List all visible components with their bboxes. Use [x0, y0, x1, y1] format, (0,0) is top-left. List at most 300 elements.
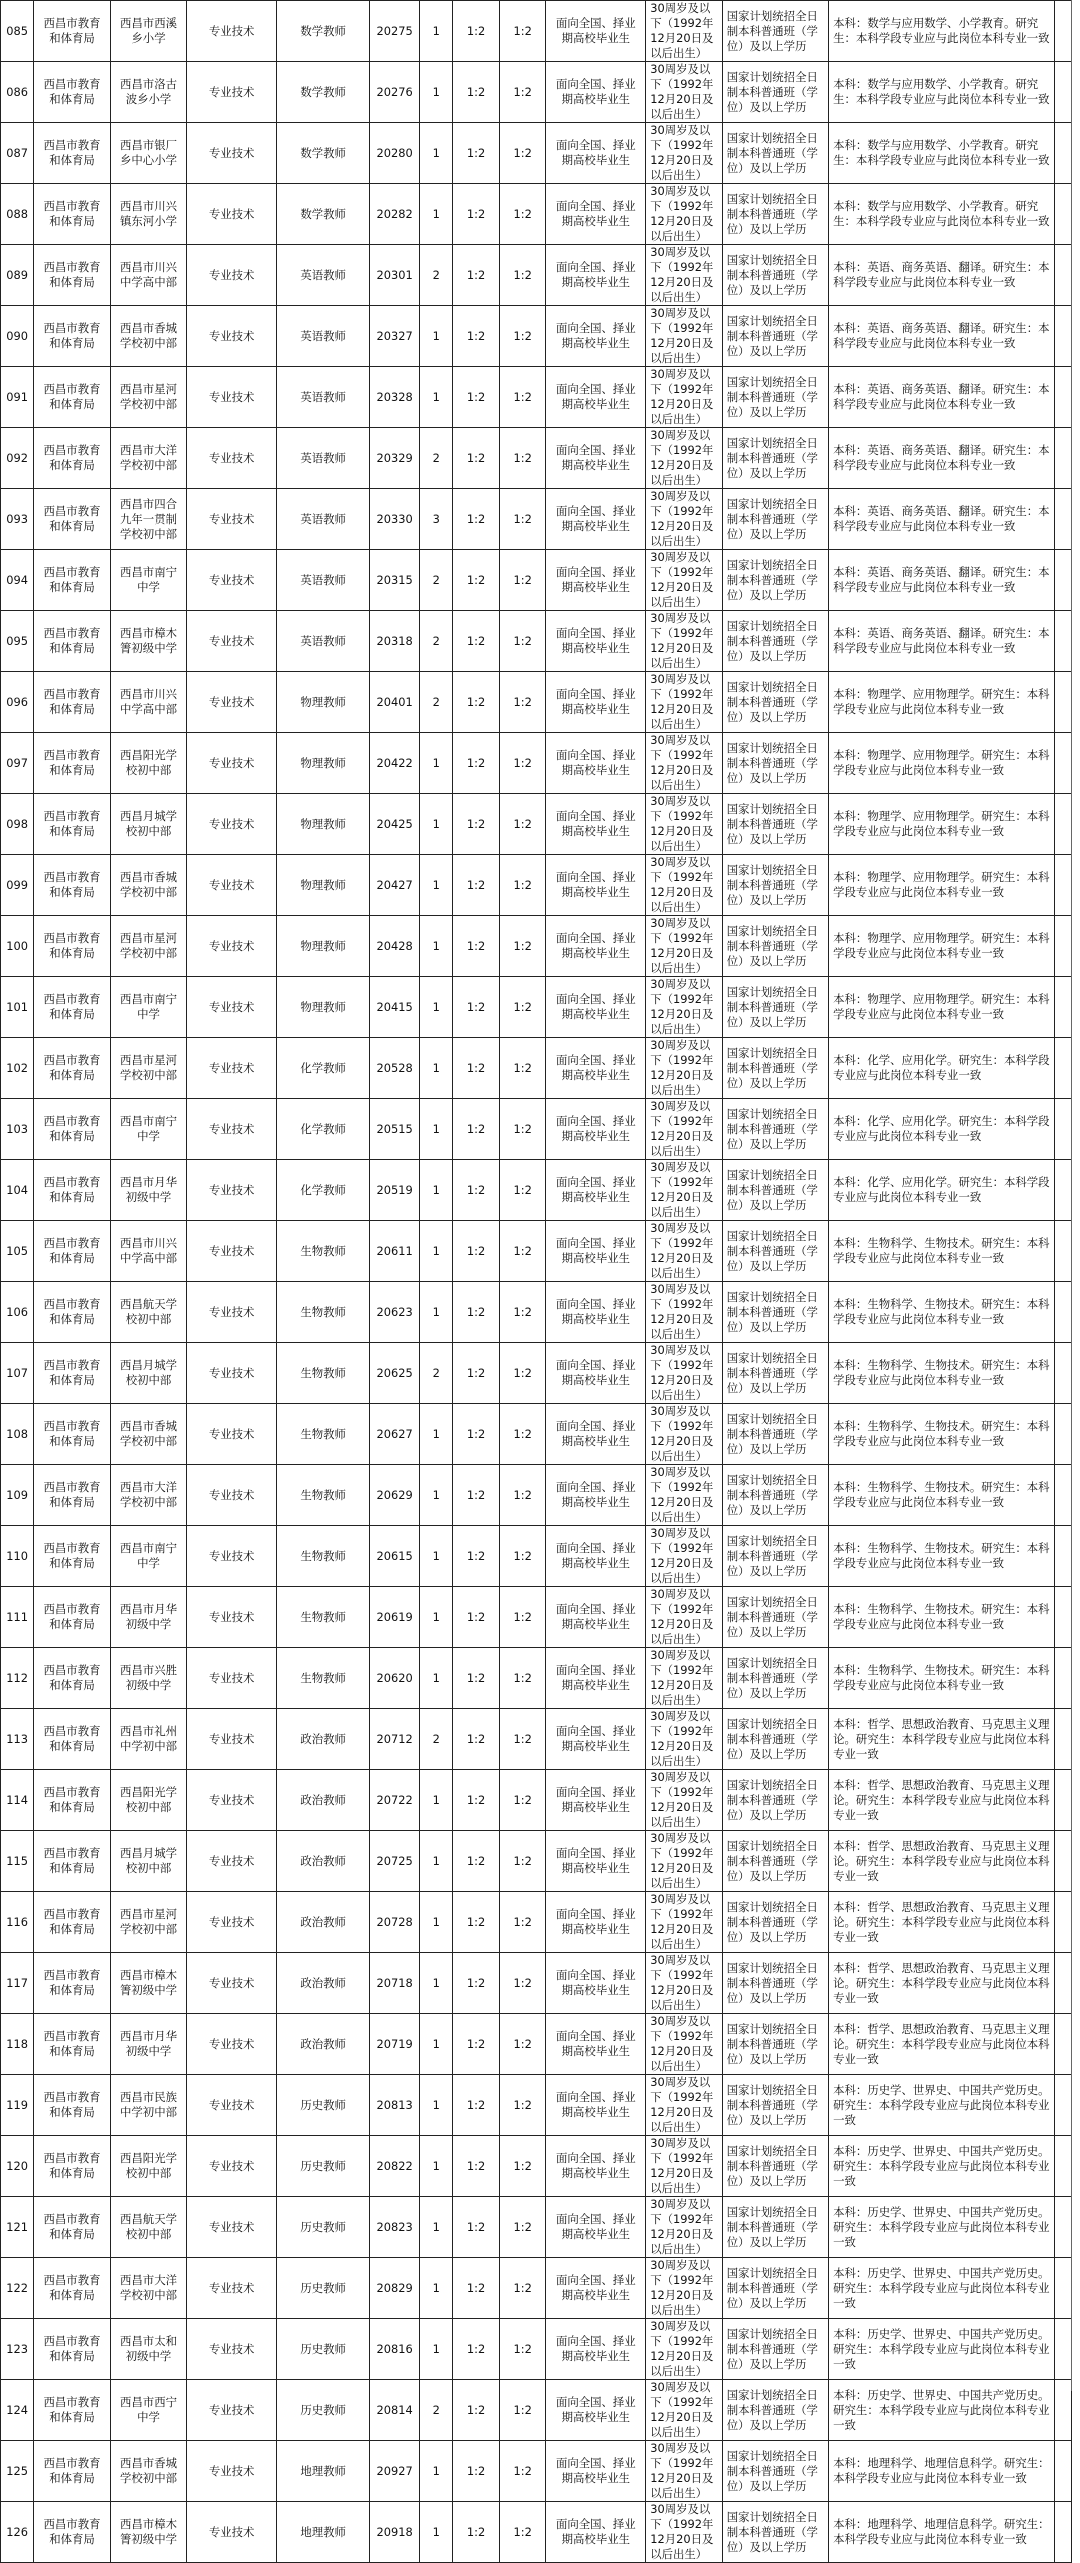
recruit-scope-cell: 面向全国、择业期高校毕业生 [546, 611, 646, 672]
ratio-cell: 1:2 [499, 1160, 546, 1221]
age-requirement-cell [646, 2319, 723, 2380]
major-requirement-cell: 本科：物理学、应用物理学。研究生：本科学段专业应与此岗位本科专业一致 [829, 733, 1055, 794]
ratio-cell: 1:2 [453, 184, 500, 245]
row-number-cell: 094 [1, 550, 34, 611]
major-requirement-cell: 本科：历史学、世界史、中国共产党历史。研究生：本科学段专业应与此岗位本科专业一致 [829, 2075, 1055, 2136]
ratio-cell: 1:2 [499, 1038, 546, 1099]
ratio-cell: 1:2 [499, 367, 546, 428]
unit-cell: 西昌市兴胜初级中学 [110, 1648, 187, 1709]
department-cell: 西昌市教育和体育局 [34, 1343, 111, 1404]
margin-cell [1055, 2197, 1072, 2258]
ratio-cell: 1:2 [453, 1160, 500, 1221]
ratio-cell: 1:2 [453, 1099, 500, 1160]
education-requirement-cell: 国家计划统招全日制本科普通班（学位）及以上学历 [722, 672, 828, 733]
department-cell: 西昌市教育和体育局 [34, 2197, 111, 2258]
major-requirement-cell: 本科：历史学、世界史、中国共产党历史。研究生：本科学段专业应与此岗位本科专业一致 [829, 2319, 1055, 2380]
unit-cell: 西昌市月华初级中学 [110, 1587, 187, 1648]
recruit-scope-cell: 面向全国、择业期高校毕业生 [546, 794, 646, 855]
ratio-cell: 1:2 [499, 123, 546, 184]
position-name-cell: 历史教师 [277, 2380, 370, 2441]
position-name-cell: 生物教师 [277, 1404, 370, 1465]
position-name-cell: 生物教师 [277, 1221, 370, 1282]
unit-cell: 西昌市南宁中学 [110, 1099, 187, 1160]
headcount-cell: 1 [420, 855, 453, 916]
ratio-cell: 1:2 [499, 184, 546, 245]
age-requirement-cell [646, 1587, 723, 1648]
department-cell: 西昌市教育和体育局 [34, 2075, 111, 2136]
recruit-scope-cell: 面向全国、择业期高校毕业生 [546, 367, 646, 428]
position-code-cell: 20627 [370, 1404, 420, 1465]
unit-cell: 西昌市太和初级中学 [110, 2319, 187, 2380]
margin-cell [1055, 1465, 1072, 1526]
unit-cell: 西昌市樟木箐初级中学 [110, 611, 187, 672]
age-requirement-cell [646, 977, 723, 1038]
position-type-cell: 专业技术 [187, 1526, 277, 1587]
recruit-scope-cell: 面向全国、择业期高校毕业生 [546, 977, 646, 1038]
ratio-cell: 1:2 [499, 1282, 546, 1343]
education-requirement-cell: 国家计划统招全日制本科普通班（学位）及以上学历 [722, 2197, 828, 2258]
recruit-scope-cell: 面向全国、择业期高校毕业生 [546, 1099, 646, 1160]
position-name-cell: 地理教师 [277, 2441, 370, 2502]
department-cell: 西昌市教育和体育局 [34, 2014, 111, 2075]
department-cell: 西昌市教育和体育局 [34, 489, 111, 550]
ratio-cell: 1:2 [499, 2258, 546, 2319]
department-cell: 西昌市教育和体育局 [34, 1526, 111, 1587]
position-name-cell: 地理教师 [277, 2502, 370, 2563]
age-requirement-text: 30周岁及以下（1992年12月20日及以后出生） [650, 123, 714, 182]
unit-cell: 西昌航天学校初中部 [110, 1282, 187, 1343]
headcount-cell: 1 [420, 1526, 453, 1587]
margin-cell [1055, 1404, 1072, 1465]
ratio-cell: 1:2 [499, 1831, 546, 1892]
education-requirement-cell: 国家计划统招全日制本科普通班（学位）及以上学历 [722, 1160, 828, 1221]
unit-cell: 西昌市樟木箐初级中学 [110, 2502, 187, 2563]
margin-cell [1055, 1099, 1072, 1160]
position-name-cell: 化学教师 [277, 1160, 370, 1221]
age-requirement-cell [646, 672, 723, 733]
row-number-cell: 098 [1, 794, 34, 855]
row-number-cell: 123 [1, 2319, 34, 2380]
education-requirement-cell: 国家计划统招全日制本科普通班（学位）及以上学历 [722, 62, 828, 123]
position-name-cell: 历史教师 [277, 2258, 370, 2319]
ratio-cell: 1:2 [453, 2197, 500, 2258]
margin-cell [1055, 245, 1072, 306]
headcount-cell: 1 [420, 2502, 453, 2563]
ratio-cell: 1:2 [499, 611, 546, 672]
major-requirement-cell: 本科：化学、应用化学。研究生：本科学段专业应与此岗位本科专业一致 [829, 1038, 1055, 1099]
row-number-cell: 085 [1, 1, 34, 62]
ratio-cell: 1:2 [453, 1221, 500, 1282]
ratio-cell: 1:2 [499, 2197, 546, 2258]
age-requirement-cell [646, 1160, 723, 1221]
ratio-cell: 1:2 [499, 855, 546, 916]
position-code-cell: 20415 [370, 977, 420, 1038]
table-row [1, 184, 1072, 245]
position-name-cell: 物理教师 [277, 855, 370, 916]
recruit-scope-cell: 面向全国、择业期高校毕业生 [546, 2075, 646, 2136]
row-number-cell: 106 [1, 1282, 34, 1343]
age-requirement-text: 30周岁及以下（1992年12月20日及以后出生） [650, 2075, 714, 2134]
row-number-cell: 089 [1, 245, 34, 306]
unit-cell: 西昌月城学校初中部 [110, 1831, 187, 1892]
unit-cell: 西昌市民族中学初中部 [110, 2075, 187, 2136]
department-cell: 西昌市教育和体育局 [34, 2380, 111, 2441]
row-number-cell: 109 [1, 1465, 34, 1526]
major-requirement-cell: 本科：英语、商务英语、翻译。研究生：本科学段专业应与此岗位本科专业一致 [829, 550, 1055, 611]
age-requirement-cell [646, 1526, 723, 1587]
recruit-scope-cell: 面向全国、择业期高校毕业生 [546, 306, 646, 367]
department-cell: 西昌市教育和体育局 [34, 916, 111, 977]
ratio-cell: 1:2 [453, 1343, 500, 1404]
ratio-cell: 1:2 [499, 1404, 546, 1465]
ratio-cell: 1:2 [453, 123, 500, 184]
position-type-cell: 专业技术 [187, 1648, 277, 1709]
position-name-cell: 生物教师 [277, 1526, 370, 1587]
recruit-scope-cell: 面向全国、择业期高校毕业生 [546, 2319, 646, 2380]
position-name-cell: 政治教师 [277, 2014, 370, 2075]
position-name-cell: 生物教师 [277, 1282, 370, 1343]
recruit-scope-cell: 面向全国、择业期高校毕业生 [546, 1465, 646, 1526]
margin-cell [1055, 1770, 1072, 1831]
major-requirement-cell: 本科：哲学、思想政治教育、马克思主义理论。研究生：本科学段专业应与此岗位本科专业一致 [829, 1892, 1055, 1953]
department-cell: 西昌市教育和体育局 [34, 1099, 111, 1160]
recruit-scope-cell: 面向全国、择业期高校毕业生 [546, 2014, 646, 2075]
age-requirement-cell [646, 2075, 723, 2136]
position-name-cell: 政治教师 [277, 1831, 370, 1892]
education-requirement-cell: 国家计划统招全日制本科普通班（学位）及以上学历 [722, 306, 828, 367]
department-cell: 西昌市教育和体育局 [34, 1953, 111, 2014]
department-cell: 西昌市教育和体育局 [34, 1038, 111, 1099]
position-type-cell: 专业技术 [187, 550, 277, 611]
margin-cell [1055, 550, 1072, 611]
education-requirement-cell: 国家计划统招全日制本科普通班（学位）及以上学历 [722, 733, 828, 794]
ratio-cell: 1:2 [453, 62, 500, 123]
recruit-scope-cell: 面向全国、择业期高校毕业生 [546, 428, 646, 489]
education-requirement-cell: 国家计划统招全日制本科普通班（学位）及以上学历 [722, 1709, 828, 1770]
major-requirement-cell: 本科：生物科学、生物技术。研究生：本科学段专业应与此岗位本科专业一致 [829, 1404, 1055, 1465]
position-code-cell: 20918 [370, 2502, 420, 2563]
position-type-cell: 专业技术 [187, 2014, 277, 2075]
ratio-cell: 1:2 [499, 1953, 546, 2014]
row-number-cell: 086 [1, 62, 34, 123]
education-requirement-cell: 国家计划统招全日制本科普通班（学位）及以上学历 [722, 428, 828, 489]
position-type-cell: 专业技术 [187, 2319, 277, 2380]
ratio-cell: 1:2 [453, 367, 500, 428]
margin-cell [1055, 1831, 1072, 1892]
education-requirement-cell: 国家计划统招全日制本科普通班（学位）及以上学历 [722, 2502, 828, 2563]
row-number-cell: 095 [1, 611, 34, 672]
recruit-scope-cell: 面向全国、择业期高校毕业生 [546, 1526, 646, 1587]
row-number-cell: 099 [1, 855, 34, 916]
position-name-cell: 英语教师 [277, 428, 370, 489]
age-requirement-text: 30周岁及以下（1992年12月20日及以后出生） [650, 1465, 714, 1524]
table-row [1, 2197, 1072, 2258]
margin-cell [1055, 1038, 1072, 1099]
age-requirement-text: 30周岁及以下（1992年12月20日及以后出生） [650, 1160, 714, 1219]
department-cell: 西昌市教育和体育局 [34, 306, 111, 367]
major-requirement-cell: 本科：化学、应用化学。研究生：本科学段专业应与此岗位本科专业一致 [829, 1099, 1055, 1160]
table-row [1, 1892, 1072, 1953]
table-row [1, 123, 1072, 184]
headcount-cell: 1 [420, 1404, 453, 1465]
headcount-cell: 2 [420, 672, 453, 733]
major-requirement-cell: 本科：英语、商务英语、翻译。研究生：本科学段专业应与此岗位本科专业一致 [829, 428, 1055, 489]
ratio-cell: 1:2 [499, 2319, 546, 2380]
position-name-cell: 数学教师 [277, 1, 370, 62]
education-requirement-cell: 国家计划统招全日制本科普通班（学位）及以上学历 [722, 1953, 828, 2014]
unit-cell: 西昌市川兴中学高中部 [110, 1221, 187, 1282]
row-number-cell: 093 [1, 489, 34, 550]
margin-cell [1055, 2136, 1072, 2197]
position-type-cell: 专业技术 [187, 672, 277, 733]
recruit-scope-cell: 面向全国、择业期高校毕业生 [546, 733, 646, 794]
unit-cell: 西昌阳光学校初中部 [110, 733, 187, 794]
age-requirement-cell [646, 2136, 723, 2197]
margin-cell [1055, 1709, 1072, 1770]
unit-cell: 西昌市洛古波乡小学 [110, 62, 187, 123]
row-number-cell: 112 [1, 1648, 34, 1709]
headcount-cell: 1 [420, 916, 453, 977]
ratio-cell: 1:2 [499, 1343, 546, 1404]
headcount-cell: 2 [420, 611, 453, 672]
ratio-cell: 1:2 [453, 1404, 500, 1465]
unit-cell: 西昌月城学校初中部 [110, 794, 187, 855]
age-requirement-cell [646, 1709, 723, 1770]
education-requirement-cell: 国家计划统招全日制本科普通班（学位）及以上学历 [722, 1221, 828, 1282]
table-row [1, 1831, 1072, 1892]
position-name-cell: 物理教师 [277, 672, 370, 733]
row-number-cell: 118 [1, 2014, 34, 2075]
table-row [1, 1404, 1072, 1465]
department-cell: 西昌市教育和体育局 [34, 123, 111, 184]
major-requirement-cell: 本科：英语、商务英语、翻译。研究生：本科学段专业应与此岗位本科专业一致 [829, 611, 1055, 672]
position-name-cell: 历史教师 [277, 2136, 370, 2197]
position-name-cell: 英语教师 [277, 245, 370, 306]
major-requirement-cell: 本科：生物科学、生物技术。研究生：本科学段专业应与此岗位本科专业一致 [829, 1526, 1055, 1587]
row-number-cell: 102 [1, 1038, 34, 1099]
table-row [1, 489, 1072, 550]
margin-cell [1055, 977, 1072, 1038]
position-code-cell: 20528 [370, 1038, 420, 1099]
department-cell: 西昌市教育和体育局 [34, 1587, 111, 1648]
age-requirement-text: 30周岁及以下（1992年12月20日及以后出生） [650, 1221, 714, 1280]
position-type-cell: 专业技术 [187, 1221, 277, 1282]
position-code-cell: 20823 [370, 2197, 420, 2258]
margin-cell [1055, 733, 1072, 794]
ratio-cell: 1:2 [453, 2136, 500, 2197]
ratio-cell: 1:2 [499, 2075, 546, 2136]
age-requirement-cell [646, 489, 723, 550]
ratio-cell: 1:2 [499, 1, 546, 62]
position-name-cell: 生物教师 [277, 1587, 370, 1648]
major-requirement-cell: 本科：物理学、应用物理学。研究生：本科学段专业应与此岗位本科专业一致 [829, 916, 1055, 977]
table-row [1, 1, 1072, 62]
education-requirement-cell: 国家计划统招全日制本科普通班（学位）及以上学历 [722, 2441, 828, 2502]
age-requirement-text: 30周岁及以下（1992年12月20日及以后出生） [650, 1831, 714, 1890]
position-code-cell: 20276 [370, 62, 420, 123]
age-requirement-text: 30周岁及以下（1992年12月20日及以后出生） [650, 1099, 714, 1158]
row-number-cell: 092 [1, 428, 34, 489]
ratio-cell: 1:2 [499, 916, 546, 977]
unit-cell: 西昌市南宁中学 [110, 1526, 187, 1587]
ratio-cell: 1:2 [453, 1282, 500, 1343]
position-type-cell: 专业技术 [187, 977, 277, 1038]
age-requirement-text: 30周岁及以下（1992年12月20日及以后出生） [650, 1526, 714, 1585]
age-requirement-cell [646, 62, 723, 123]
recruit-scope-cell: 面向全国、择业期高校毕业生 [546, 1282, 646, 1343]
position-type-cell: 专业技术 [187, 2441, 277, 2502]
table-row [1, 1221, 1072, 1282]
ratio-cell: 1:2 [453, 2502, 500, 2563]
education-requirement-cell: 国家计划统招全日制本科普通班（学位）及以上学历 [722, 611, 828, 672]
headcount-cell: 2 [420, 428, 453, 489]
ratio-cell: 1:2 [499, 1709, 546, 1770]
major-requirement-cell: 本科：哲学、思想政治教育、马克思主义理论。研究生：本科学段专业应与此岗位本科专业一致 [829, 2014, 1055, 2075]
recruit-scope-cell: 面向全国、择业期高校毕业生 [546, 1648, 646, 1709]
ratio-cell: 1:2 [453, 1465, 500, 1526]
position-type-cell: 专业技术 [187, 2380, 277, 2441]
table-row [1, 1709, 1072, 1770]
department-cell: 西昌市教育和体育局 [34, 1, 111, 62]
age-requirement-cell [646, 1282, 723, 1343]
unit-cell: 西昌市南宁中学 [110, 977, 187, 1038]
major-requirement-cell: 本科：生物科学、生物技术。研究生：本科学段专业应与此岗位本科专业一致 [829, 1282, 1055, 1343]
education-requirement-cell: 国家计划统招全日制本科普通班（学位）及以上学历 [722, 794, 828, 855]
age-requirement-cell [646, 2258, 723, 2319]
major-requirement-cell: 本科：数学与应用数学、小学教育。研究生：本科学段专业应与此岗位本科专业一致 [829, 1, 1055, 62]
row-number-cell: 114 [1, 1770, 34, 1831]
age-requirement-cell [646, 306, 723, 367]
margin-cell [1055, 1, 1072, 62]
margin-cell [1055, 1160, 1072, 1221]
table-row [1, 916, 1072, 977]
row-number-cell: 105 [1, 1221, 34, 1282]
ratio-cell: 1:2 [499, 794, 546, 855]
position-name-cell: 英语教师 [277, 611, 370, 672]
ratio-cell: 1:2 [453, 1587, 500, 1648]
headcount-cell: 1 [420, 1160, 453, 1221]
unit-cell: 西昌市四合九年一贯制学校初中部 [110, 489, 187, 550]
margin-cell [1055, 2319, 1072, 2380]
position-type-cell: 专业技术 [187, 2197, 277, 2258]
ratio-cell: 1:2 [453, 550, 500, 611]
position-type-cell: 专业技术 [187, 62, 277, 123]
major-requirement-cell: 本科：历史学、世界史、中国共产党历史。研究生：本科学段专业应与此岗位本科专业一致 [829, 2197, 1055, 2258]
department-cell: 西昌市教育和体育局 [34, 2258, 111, 2319]
unit-cell: 西昌市大洋学校初中部 [110, 1465, 187, 1526]
position-type-cell: 专业技术 [187, 1587, 277, 1648]
table-row [1, 1587, 1072, 1648]
education-requirement-cell: 国家计划统招全日制本科普通班（学位）及以上学历 [722, 2075, 828, 2136]
headcount-cell: 1 [420, 2441, 453, 2502]
age-requirement-text: 30周岁及以下（1992年12月20日及以后出生） [650, 1, 714, 60]
position-type-cell: 专业技术 [187, 1038, 277, 1099]
ratio-cell: 1:2 [453, 1648, 500, 1709]
age-requirement-cell [646, 611, 723, 672]
headcount-cell: 1 [420, 2319, 453, 2380]
ratio-cell: 1:2 [453, 1709, 500, 1770]
ratio-cell: 1:2 [453, 245, 500, 306]
row-number-cell: 110 [1, 1526, 34, 1587]
table-row [1, 550, 1072, 611]
position-type-cell: 专业技术 [187, 367, 277, 428]
ratio-cell: 1:2 [499, 2502, 546, 2563]
table-row [1, 367, 1072, 428]
education-requirement-cell: 国家计划统招全日制本科普通班（学位）及以上学历 [722, 1099, 828, 1160]
position-type-cell: 专业技术 [187, 855, 277, 916]
ratio-cell: 1:2 [453, 1770, 500, 1831]
ratio-cell: 1:2 [453, 2319, 500, 2380]
major-requirement-cell: 本科：生物科学、生物技术。研究生：本科学段专业应与此岗位本科专业一致 [829, 1343, 1055, 1404]
position-code-cell: 20822 [370, 2136, 420, 2197]
unit-cell: 西昌阳光学校初中部 [110, 2136, 187, 2197]
table-row [1, 2380, 1072, 2441]
margin-cell [1055, 123, 1072, 184]
major-requirement-cell: 本科：物理学、应用物理学。研究生：本科学段专业应与此岗位本科专业一致 [829, 855, 1055, 916]
unit-cell: 西昌航天学校初中部 [110, 2197, 187, 2258]
age-requirement-cell [646, 794, 723, 855]
table-row [1, 2258, 1072, 2319]
position-code-cell: 20829 [370, 2258, 420, 2319]
education-requirement-cell: 国家计划统招全日制本科普通班（学位）及以上学历 [722, 2258, 828, 2319]
major-requirement-cell: 本科：化学、应用化学。研究生：本科学段专业应与此岗位本科专业一致 [829, 1160, 1055, 1221]
department-cell: 西昌市教育和体育局 [34, 1648, 111, 1709]
age-requirement-text: 30周岁及以下（1992年12月20日及以后出生） [650, 2014, 714, 2073]
age-requirement-cell [646, 1038, 723, 1099]
position-code-cell: 20315 [370, 550, 420, 611]
education-requirement-cell: 国家计划统招全日制本科普通班（学位）及以上学历 [722, 1282, 828, 1343]
margin-cell [1055, 1526, 1072, 1587]
age-requirement-cell [646, 733, 723, 794]
position-type-cell: 专业技术 [187, 2258, 277, 2319]
age-requirement-text: 30周岁及以下（1992年12月20日及以后出生） [650, 62, 714, 121]
ratio-cell: 1:2 [453, 855, 500, 916]
margin-cell [1055, 672, 1072, 733]
position-code-cell: 20422 [370, 733, 420, 794]
age-requirement-text: 30周岁及以下（1992年12月20日及以后出生） [650, 1648, 714, 1707]
row-number-cell: 120 [1, 2136, 34, 2197]
unit-cell: 西昌市大洋学校初中部 [110, 2258, 187, 2319]
position-name-cell: 政治教师 [277, 1953, 370, 2014]
ratio-cell: 1:2 [453, 1, 500, 62]
row-number-cell: 124 [1, 2380, 34, 2441]
ratio-cell: 1:2 [499, 1770, 546, 1831]
unit-cell: 西昌市星河学校初中部 [110, 367, 187, 428]
position-type-cell: 专业技术 [187, 916, 277, 977]
position-name-cell: 历史教师 [277, 2197, 370, 2258]
headcount-cell: 1 [420, 1221, 453, 1282]
education-requirement-cell: 国家计划统招全日制本科普通班（学位）及以上学历 [722, 367, 828, 428]
age-requirement-cell [646, 184, 723, 245]
table-row [1, 672, 1072, 733]
age-requirement-text: 30周岁及以下（1992年12月20日及以后出生） [650, 489, 714, 548]
education-requirement-cell: 国家计划统招全日制本科普通班（学位）及以上学历 [722, 1343, 828, 1404]
unit-cell: 西昌阳光学校初中部 [110, 1770, 187, 1831]
ratio-cell: 1:2 [453, 306, 500, 367]
age-requirement-cell [646, 1343, 723, 1404]
age-requirement-cell [646, 428, 723, 489]
position-code-cell: 20814 [370, 2380, 420, 2441]
margin-cell [1055, 1282, 1072, 1343]
major-requirement-cell: 本科：英语、商务英语、翻译。研究生：本科学段专业应与此岗位本科专业一致 [829, 489, 1055, 550]
position-code-cell: 20623 [370, 1282, 420, 1343]
department-cell: 西昌市教育和体育局 [34, 2441, 111, 2502]
major-requirement-cell: 本科：哲学、思想政治教育、马克思主义理论。研究生：本科学段专业应与此岗位本科专业一致 [829, 1709, 1055, 1770]
position-type-cell: 专业技术 [187, 1343, 277, 1404]
department-cell: 西昌市教育和体育局 [34, 367, 111, 428]
age-requirement-text: 30周岁及以下（1992年12月20日及以后出生） [650, 1587, 714, 1646]
position-code-cell: 20927 [370, 2441, 420, 2502]
